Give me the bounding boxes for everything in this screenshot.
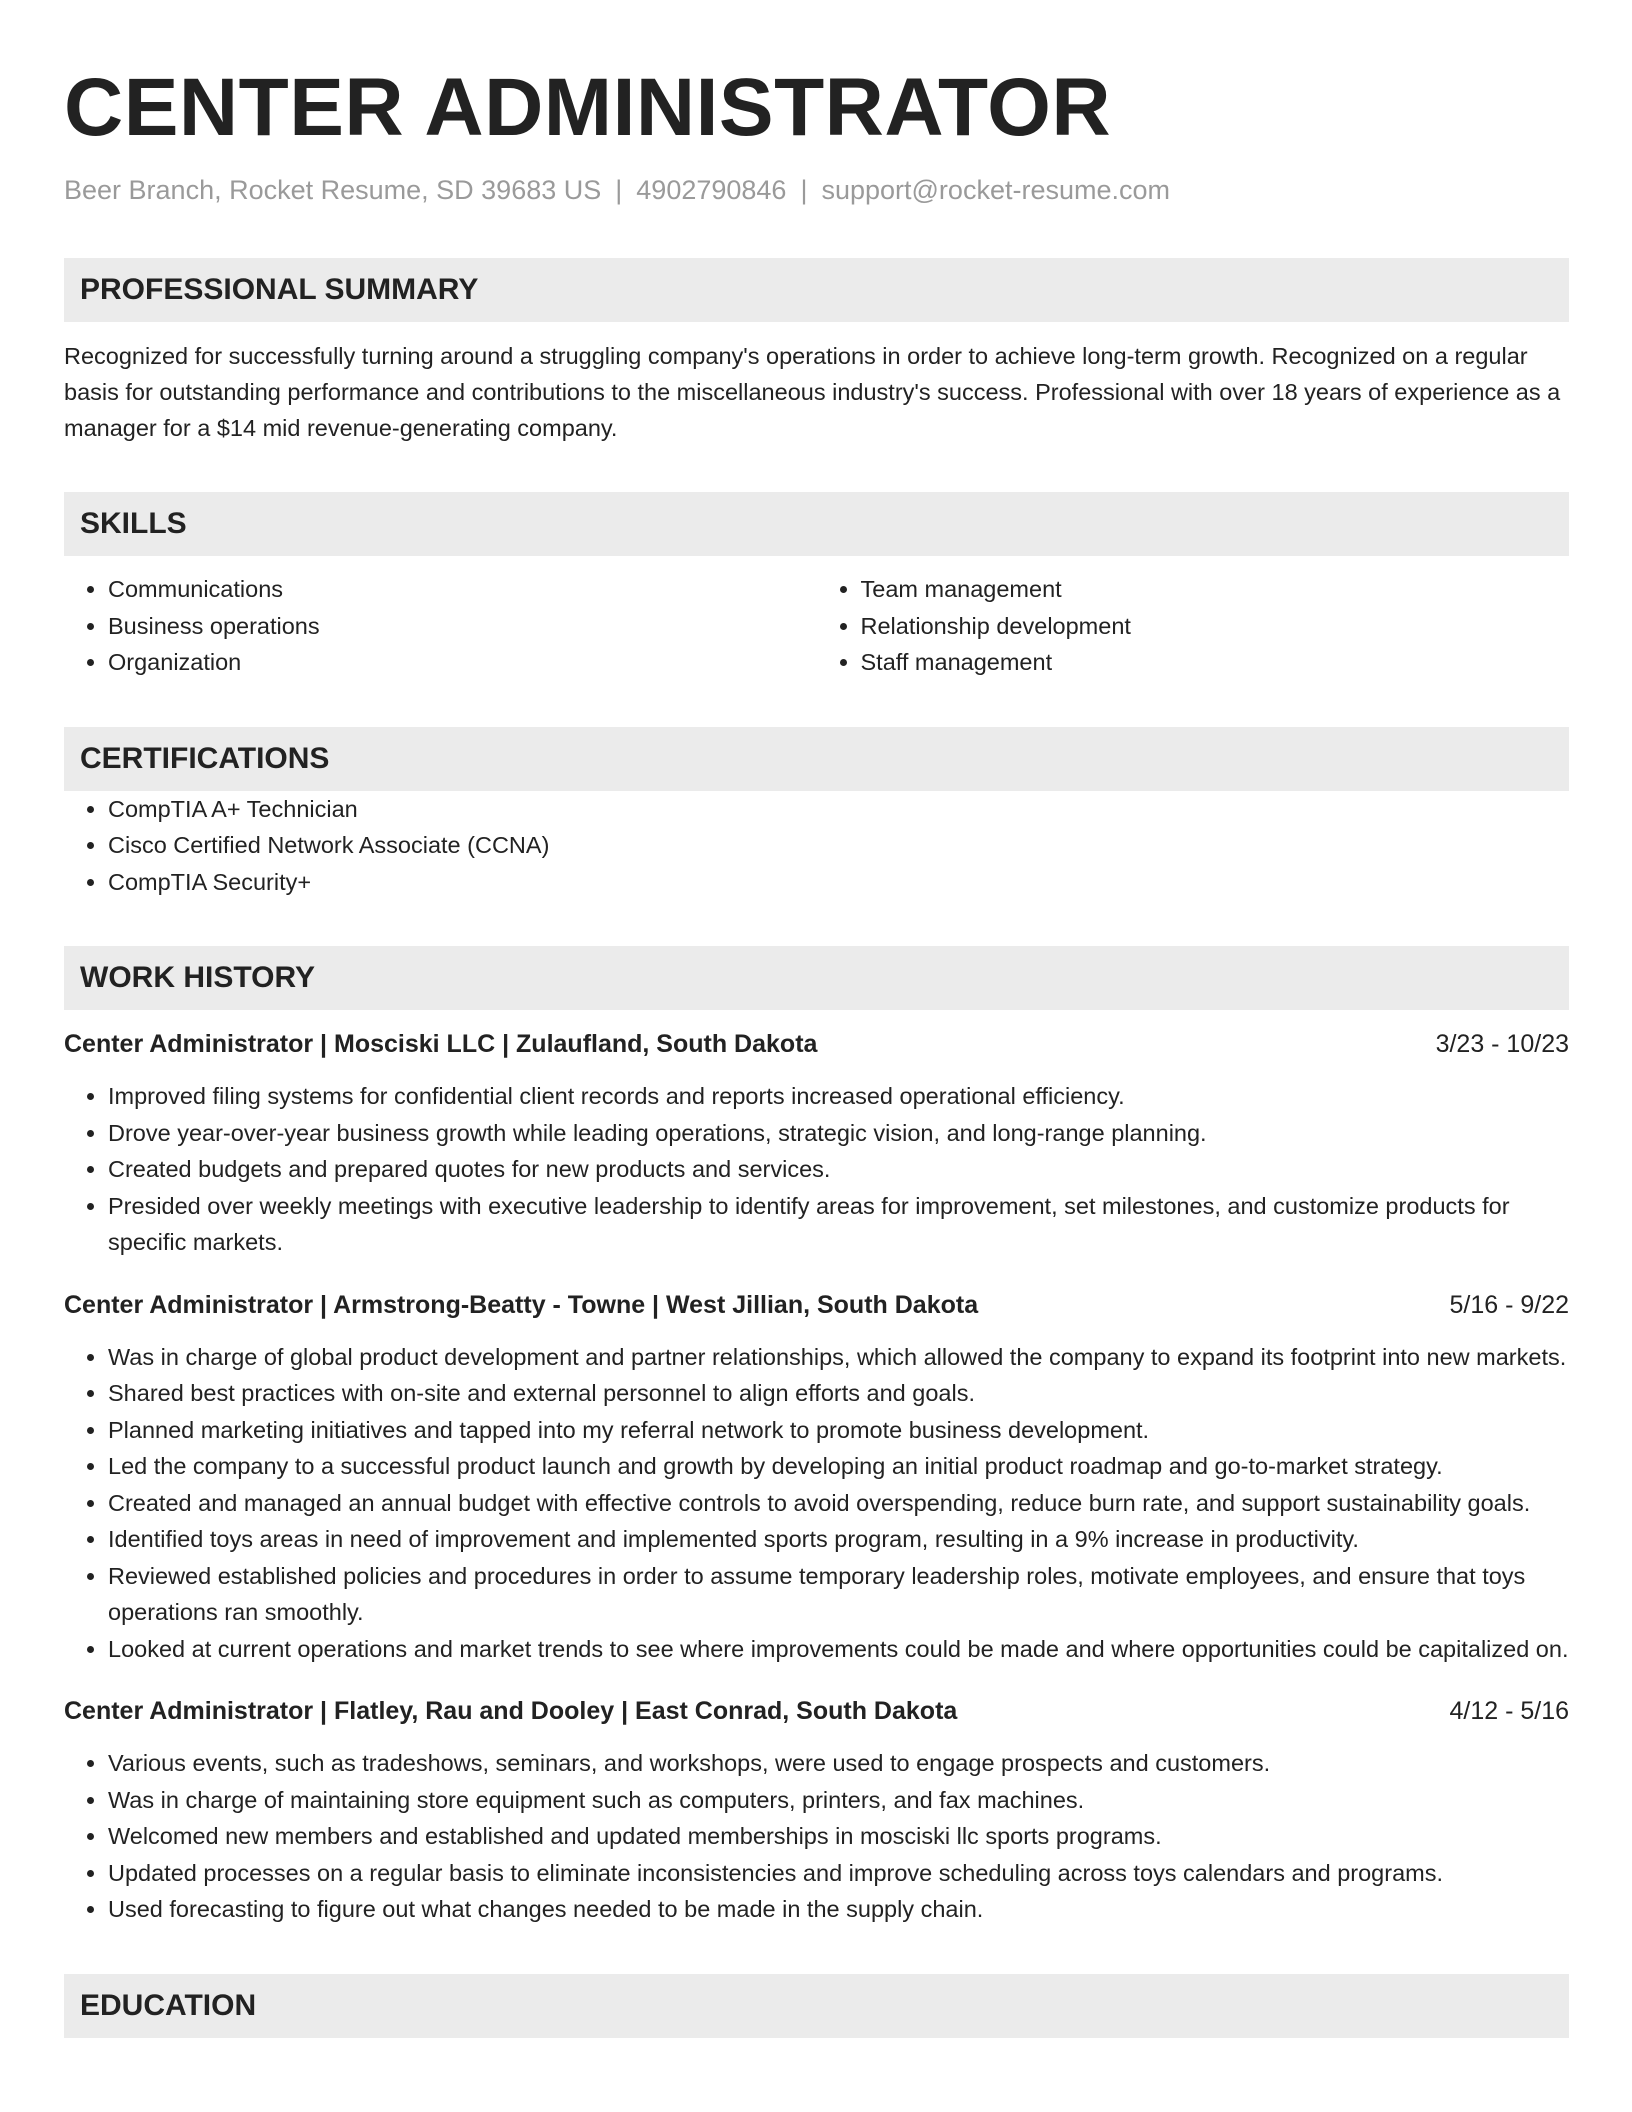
job-bullet: • Was in charge of global product development and partner relationships, which allowed the company to expand its footprint into new markets.	[108, 1339, 1569, 1376]
skill-item: • Organization	[108, 644, 817, 681]
job-entry	[64, 1026, 1569, 1261]
contact-separator: |	[615, 175, 623, 205]
section-header-summary: PROFESSIONAL SUMMARY	[64, 258, 1569, 322]
job-bullet: • Created budgets and prepared quotes for new products and services.	[108, 1151, 1569, 1188]
job-bullet: • Welcomed new members and established and updated memberships in mosciski llc sports programs.	[108, 1818, 1569, 1855]
skill-item: • Relationship development	[861, 608, 1570, 645]
skills-column-right	[817, 571, 1570, 681]
job-bullet: • Various events, such as tradeshows, seminars, and workshops, were used to engage prospects and customers.	[108, 1745, 1569, 1782]
certification-item: • CompTIA Security+	[108, 864, 1569, 901]
contact-phone: 4902790846	[636, 175, 787, 205]
resume-name: CENTER ADMINISTRATOR	[64, 62, 1112, 153]
job-bullet: • Planned marketing initiatives and tapped into my referral network to promote business development.	[108, 1412, 1569, 1449]
job-dates: 3/23 - 10/23	[1435, 1030, 1569, 1058]
job-title: Center Administrator | Flatley, Rau and Dooley | East Conrad, South Dakota	[64, 1697, 958, 1725]
section-header-certifications: CERTIFICATIONS	[64, 727, 1569, 791]
job-dates: 4/12 - 5/16	[1449, 1697, 1569, 1725]
job-bullet: • Led the company to a successful product launch and growth by developing an initial product roadmap and go-to-market strategy.	[108, 1448, 1569, 1485]
job-bullets	[64, 1745, 1569, 1928]
job-bullets	[64, 1339, 1569, 1668]
job-bullet: • Presided over weekly meetings with executive leadership to identify areas for improvement, set milestones, and customize products for specific markets.	[108, 1188, 1569, 1261]
job-bullet: • Improved filing systems for confidential client records and reports increased operational efficiency.	[108, 1078, 1569, 1115]
section-header-education: EDUCATION	[64, 1974, 1569, 2038]
job-bullet: • Looked at current operations and market trends to see where improvements could be made and where opportunities could be capitalized on.	[108, 1631, 1569, 1668]
section-header-skills: SKILLS	[64, 492, 1569, 556]
summary-text: Recognized for successfully turning around a struggling company's operations in order to achieve long-term growth. Recognized on a regular basis for outstanding performance and contributions to the miscellaneous industry's success. Professional with over 18 years of experience as a manager for a $14 mid revenue-generating company.	[64, 343, 1561, 441]
contact-separator: |	[800, 175, 808, 205]
job-bullets	[64, 1078, 1569, 1261]
job-bullet: • Reviewed established policies and procedures in order to assume temporary leadership roles, motivate employees, and ensure that toys operations ran smoothly.	[108, 1558, 1569, 1631]
contact-line	[64, 170, 1569, 210]
job-bullet: • Updated processes on a regular basis to eliminate inconsistencies and improve scheduling across toys calendars and programs.	[108, 1855, 1569, 1892]
job-bullet: • Was in charge of maintaining store equipment such as computers, printers, and fax machines.	[108, 1782, 1569, 1819]
skills-list	[64, 571, 1569, 681]
job-header	[64, 1287, 1569, 1323]
certification-item: • CompTIA A+ Technician	[108, 791, 1569, 828]
job-bullet: • Identified toys areas in need of improvement and implemented sports program, resulting in a 9% increase in productivity.	[108, 1521, 1569, 1558]
job-bullet: • Shared best practices with on-site and external personnel to align efforts and goals.	[108, 1375, 1569, 1412]
job-header	[64, 1693, 1569, 1729]
job-dates: 5/16 - 9/22	[1449, 1290, 1569, 1319]
section-header-work-history: WORK HISTORY	[64, 946, 1569, 1010]
job-bullet: • Drove year-over-year business growth while leading operations, strategic vision, and long-range planning.	[108, 1115, 1569, 1152]
job-entry	[64, 1693, 1569, 1928]
job-title: Center Administrator | Armstrong-Beatty - Towne | West Jillian, South Dakota	[64, 1290, 979, 1319]
skills-column-left	[64, 571, 817, 681]
contact-email: support@rocket-resume.com	[821, 175, 1170, 205]
skill-item: • Staff management	[861, 644, 1570, 681]
job-entry	[64, 1287, 1569, 1668]
skill-item: • Team management	[861, 571, 1570, 608]
job-header	[64, 1026, 1569, 1062]
contact-address: Beer Branch, Rocket Resume, SD 39683 US	[64, 175, 602, 205]
job-title: Center Administrator | Mosciski LLC | Zulaufland, South Dakota	[64, 1030, 818, 1058]
skill-item: • Communications	[108, 571, 817, 608]
skill-item: • Business operations	[108, 608, 817, 645]
certifications-list	[64, 791, 1569, 901]
job-bullet: • Used forecasting to figure out what changes needed to be made in the supply chain.	[108, 1891, 1569, 1928]
certification-item: • Cisco Certified Network Associate (CCNA)	[108, 827, 1569, 864]
job-bullet: • Created and managed an annual budget with effective controls to avoid overspending, reduce burn rate, and support sustainability goals.	[108, 1485, 1569, 1522]
